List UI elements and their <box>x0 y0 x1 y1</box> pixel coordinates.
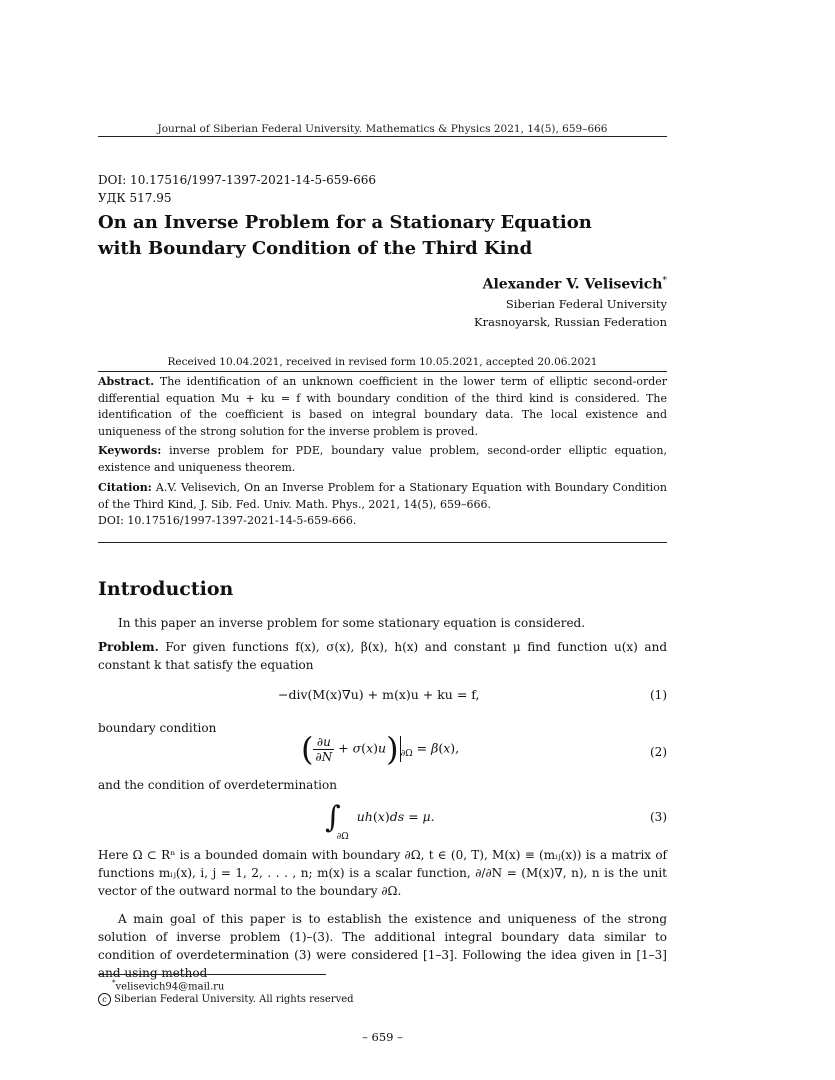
problem-text: For given functions f(x), σ(x), β(x), h(x) and constant μ find function u(x) and constant k that satisfy the equation <box>98 640 667 672</box>
integral-sign: ∫ <box>325 800 341 835</box>
equation-3: $\int_{\partial\Omega}$ uh(x)ds = μ. <box>325 800 435 842</box>
abstract <box>98 374 667 440</box>
author-email[interactable]: velisevich94@mail.ru <box>115 981 225 993</box>
citation-text: A.V. Velisevich, On an Inverse Problem for a Stationary Equation with Boundary Condition of the Third Kind, J. Sib. Fed. Univ. Math. Phys., 2021, 14(5), 659–666. <box>98 481 667 511</box>
intro-paragraph: In this paper an inverse problem for some stationary equation is considered. <box>118 616 586 630</box>
equation-2: ( $\frac{\partial u}{\partial N}$ + σ(x)u) $_{\partial\Omega}$ = β(x), <box>301 730 460 768</box>
equation-3-number: (3) <box>650 810 667 824</box>
problem-paragraph <box>98 638 667 674</box>
footnote-rule <box>98 974 326 975</box>
footnote-mark: * <box>112 979 116 987</box>
right-paren: ) <box>386 730 399 768</box>
copyright-icon: c <box>98 993 111 1006</box>
abstract-label: Abstract. <box>98 375 155 388</box>
footnote-email <box>112 979 224 992</box>
equation-1: −div(M(x)∇u) + m(x)u + ku = f, <box>278 687 480 702</box>
affiliation-university: Siberian Federal University <box>505 297 667 311</box>
author-name <box>483 276 667 293</box>
author-name-text: Alexander V. Velisevich <box>482 276 663 293</box>
affiliation-location: Krasnoyarsk, Russian Federation <box>474 315 667 329</box>
title-line-2: with Boundary Condition of the Third Kind <box>98 238 533 259</box>
received-rule <box>98 371 667 372</box>
keywords-text: inverse problem for PDE, boundary value problem, second-order elliptic equation, existence and uniqueness theorem. <box>98 444 667 474</box>
citation <box>98 480 667 530</box>
author-footnote-mark: * <box>662 276 667 286</box>
citation-doi: DOI: 10.17516/1997-1397-2021-14-5-659-666. <box>98 514 357 527</box>
header-rule <box>98 136 667 137</box>
doi: DOI: 10.17516/1997-1397-2021-14-5-659-666 <box>98 173 377 187</box>
problem-label: Problem. <box>98 640 159 654</box>
copyright-text: Siberian Federal University. All rights reserved <box>114 994 354 1005</box>
boundary-condition-label: boundary condition <box>98 721 217 735</box>
paper-page <box>98 0 667 1080</box>
abstract-rule <box>98 542 667 543</box>
running-head: Journal of Siberian Federal University. Mathematics & Physics 2021, 14(5), 659–666 <box>157 123 608 135</box>
udk-code: УДК 517.95 <box>98 191 172 205</box>
paper-title <box>98 210 667 262</box>
goal-paragraph: A main goal of this paper is to establish the existence and uniqueness of the strong solution of inverse problem (1)–(3). The additional integral boundary data similar to condition of overdetermination (3) were considered [1–3]. Following the idea given in [1–3] and using method <box>98 912 667 980</box>
page-number: – 659 – <box>362 1030 403 1044</box>
abstract-text: The identification of an unknown coefficient in the lower term of elliptic second-order differential equation Mu + ku = f with boundary condition of the third kind is considered. The identification of the coefficient is based on integral boundary data. The local existence and uniqueness of the strong solution for the inverse problem is proved. <box>98 375 668 438</box>
equation-1-number: (1) <box>650 688 667 702</box>
title-line-1: On an Inverse Problem for a Stationary Equation <box>98 212 592 233</box>
section-title: Introduction <box>98 578 234 600</box>
left-paren: ( <box>301 730 314 768</box>
definitions-paragraph: Here Ω ⊂ Rⁿ is a bounded domain with boundary ∂Ω, t ∈ (0, T), M(x) ≡ (mᵢⱼ(x)) is a matrix of functions mᵢⱼ(x), i, j = 1, 2, . . . , n; m(x) is a scalar function, ∂/∂N = (M(x)∇, n), n is the unit vector of the outward normal to the boundary ∂Ω. <box>98 848 667 898</box>
equation-2-number: (2) <box>650 745 667 759</box>
fraction-du-dn: $\frac{\partial u}{\partial N}$ <box>315 734 333 764</box>
footnote-copyright <box>98 993 354 1006</box>
keywords <box>98 443 667 476</box>
received-dates: Received 10.04.2021, received in revised form 10.05.2021, accepted 20.06.2021 <box>167 356 598 368</box>
overdetermination-label: and the condition of overdetermination <box>98 778 337 792</box>
citation-label: Citation: <box>98 481 152 494</box>
keywords-label: Keywords: <box>98 444 162 457</box>
